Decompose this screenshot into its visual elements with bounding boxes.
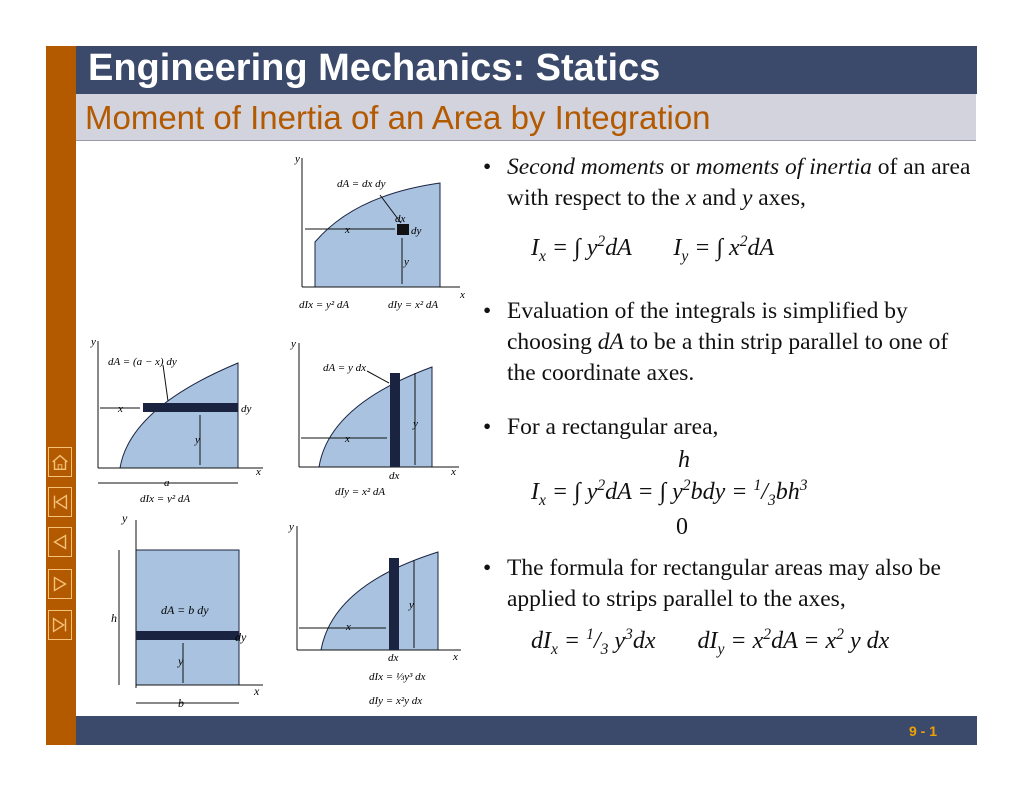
y-axis-label: y: [91, 336, 96, 348]
bullet-text: axes,: [752, 185, 806, 211]
bullet-text: Evaluation of the integrals is simplified by choosing: [507, 298, 908, 355]
figure-vertical-strip: [287, 335, 467, 500]
bullet-second-moments: [483, 152, 973, 214]
dx-label: dx: [389, 470, 400, 482]
dA-label: dA = b dy: [161, 603, 209, 617]
y-dim-label: y: [409, 599, 414, 611]
home-icon: [49, 448, 71, 476]
bullet-strips: [483, 553, 973, 615]
previous-slide-icon: [49, 528, 71, 556]
y-axis-label: y: [289, 521, 294, 533]
equation-rectangle: h $I_x$ = ∫ $y^2dA$ = ∫ $y^2bdy = ^1/_3bh^3$ 0: [531, 447, 808, 540]
footer-bar: [76, 716, 977, 745]
y-axis-label: y: [291, 338, 296, 350]
y-axis-label: y: [122, 511, 128, 525]
y-axis-label: y: [295, 153, 300, 165]
b-dim-label: b: [178, 696, 184, 710]
dIy-label: dIy = x² dA: [335, 486, 386, 498]
figure-element-area: [285, 150, 470, 315]
x-axis-label: x: [453, 651, 458, 663]
dx-label: dx: [388, 652, 399, 664]
a-dim-label: a: [164, 477, 170, 489]
bullet-text: or: [664, 154, 696, 180]
y-dim-label: y: [178, 654, 184, 668]
previous-slide-button[interactable]: [48, 527, 72, 557]
dIy-label: dIy = x²y dx: [369, 695, 423, 707]
x-dim-label: x: [345, 224, 350, 236]
x-dim-label: x: [346, 621, 351, 633]
dA-label: dA = y dx: [323, 362, 366, 374]
dA-label: dA = dx dy: [337, 178, 386, 190]
bullet-text: For a rectangular area,: [507, 414, 719, 440]
figure-rectangle: [108, 508, 268, 713]
figure-horizontal-strip: [88, 333, 268, 503]
x-axis-label: x: [451, 466, 456, 478]
bullet-rectangular-area: [483, 412, 973, 443]
dA-label: dA = (a − x) dy: [108, 356, 177, 368]
bullet-list: [483, 152, 973, 665]
x-dim-label: x: [118, 403, 123, 415]
dy-label: dy: [235, 630, 247, 644]
figure-strip-formula: [283, 520, 468, 710]
x-axis-label: x: [254, 684, 260, 698]
left-sidebar: [46, 46, 76, 745]
bullet-text: The formula for rectangular areas may also be applied to strips parallel to the axes,: [507, 555, 941, 612]
x-dim-label: x: [345, 433, 350, 445]
y-dim-label: y: [413, 418, 418, 430]
bullet-text: and: [696, 185, 742, 211]
equation-inertia-definitions: $I_x$ = ∫ $y^2dA$ $I_y$ = ∫ $x^2dA$: [531, 233, 775, 265]
bullet-text: of an area with respect to the: [507, 154, 971, 211]
bullet-text: x: [685, 185, 697, 211]
first-slide-button[interactable]: [48, 487, 72, 517]
y-dim-label: y: [195, 434, 200, 446]
dIy-label: dIy = x² dA: [388, 299, 439, 311]
bullet-text: to be a thin strip parallel to one of the coordinate axes.: [507, 329, 949, 386]
slide-subtitle: Moment of Inertia of an Area by Integration: [85, 99, 711, 136]
slide-title: Engineering Mechanics: Statics: [88, 47, 661, 89]
dy-label: dy: [241, 403, 252, 415]
dIx-label: dIx = y² dA: [299, 299, 350, 311]
dIx-label: dIx = y² dA: [140, 493, 191, 503]
bullet-evaluation: [483, 296, 973, 389]
x-axis-label: x: [256, 466, 261, 478]
next-slide-icon: [49, 570, 71, 598]
bullet-text: moments of inertia: [695, 154, 872, 180]
last-slide-button[interactable]: [48, 610, 72, 640]
h-dim-label: h: [111, 611, 117, 625]
home-button[interactable]: [48, 447, 72, 477]
dx-label: dx: [395, 213, 406, 225]
page-number: 9 - 1: [908, 723, 937, 739]
dIx-label: dIx = ⅓y³ dx: [369, 671, 426, 683]
x-axis-label: x: [460, 289, 465, 301]
next-slide-button[interactable]: [48, 569, 72, 599]
bullet-text: Second moments: [507, 154, 665, 180]
equation-strips: $dI_x = ^1/_3$ $y^3dx$ $dI_y = x^2dA = x^2$ y dx: [531, 626, 890, 658]
bullet-text: dA: [597, 329, 624, 355]
dy-label: dy: [411, 225, 422, 237]
bullet-text: y: [741, 185, 753, 211]
y-dim-label: y: [404, 256, 409, 268]
first-slide-icon: [49, 488, 71, 516]
last-slide-icon: [49, 611, 71, 639]
